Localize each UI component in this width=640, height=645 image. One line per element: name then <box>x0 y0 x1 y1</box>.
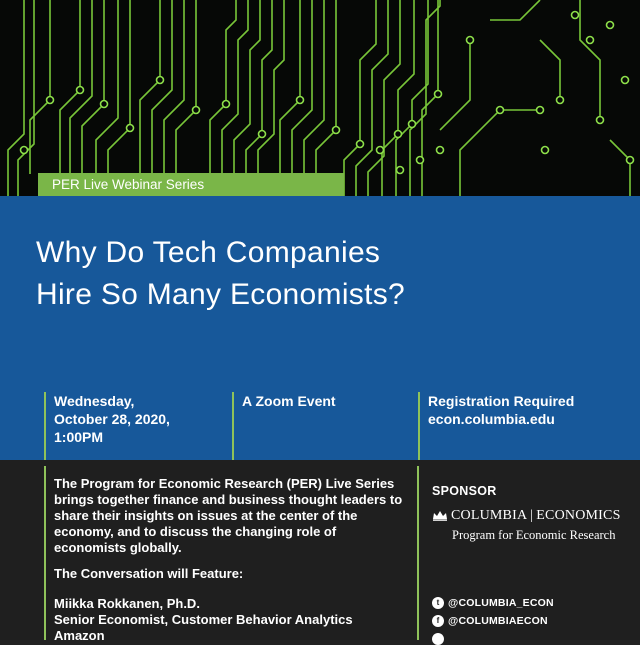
crown-icon <box>432 510 448 521</box>
event-venue <box>232 392 416 460</box>
logo-name: COLUMBIA <box>451 508 528 523</box>
facebook-icon: f <box>432 615 444 627</box>
description-column <box>44 466 419 640</box>
twitter-handle-link[interactable] <box>432 597 554 609</box>
date-line-1: Wednesday, <box>54 393 135 409</box>
hero-circuit-image <box>0 0 640 196</box>
conversation-heading: The Conversation will Feature: <box>54 566 244 581</box>
speaker-org: Amazon <box>54 628 105 640</box>
program-description: The Program for Economic Research (PER) Live Series brings together finance and business thought leaders to share their insights on issues at the center of the economy, and to discuss the changing role of economists globally. <box>54 476 403 555</box>
speaker-name: Miikka Rokkanen, Ph.D. <box>54 596 200 611</box>
facebook-handle-link[interactable] <box>432 615 548 627</box>
facebook-handle: @COLUMBIAECON <box>448 615 548 627</box>
speaker-role: Senior Economist, Customer Behavior Analytics <box>54 612 353 627</box>
title-line-2: Hire So Many Economists? <box>36 278 406 311</box>
page-title <box>36 232 616 316</box>
series-tag: PER Live Webinar Series <box>38 173 344 196</box>
registration-label: Registration Required <box>428 393 575 409</box>
sponsor-column <box>418 466 640 640</box>
venue-text: A Zoom Event <box>242 393 336 409</box>
twitter-handle: @COLUMBIA_ECON <box>448 597 554 609</box>
sponsor-label: SPONSOR <box>432 484 497 498</box>
circuit-board-graphic <box>0 0 640 196</box>
logo-program: Program for Economic Research <box>452 528 616 542</box>
columbia-economics-logo: COLUMBIA | ECONOMICS Program for Economic Research <box>432 508 640 543</box>
date-line-2: October 28, 2020, <box>54 411 170 427</box>
logo-dept: ECONOMICS <box>536 508 621 523</box>
instagram-icon <box>432 633 444 645</box>
registration-link[interactable]: econ.columbia.edu <box>428 411 555 427</box>
event-date <box>44 392 230 460</box>
title-line-1: Why Do Tech Companies <box>36 236 381 269</box>
event-registration <box>418 392 640 460</box>
social-icon-partial <box>432 633 444 645</box>
date-line-3: 1:00PM <box>54 429 104 445</box>
twitter-icon: t <box>432 597 444 609</box>
